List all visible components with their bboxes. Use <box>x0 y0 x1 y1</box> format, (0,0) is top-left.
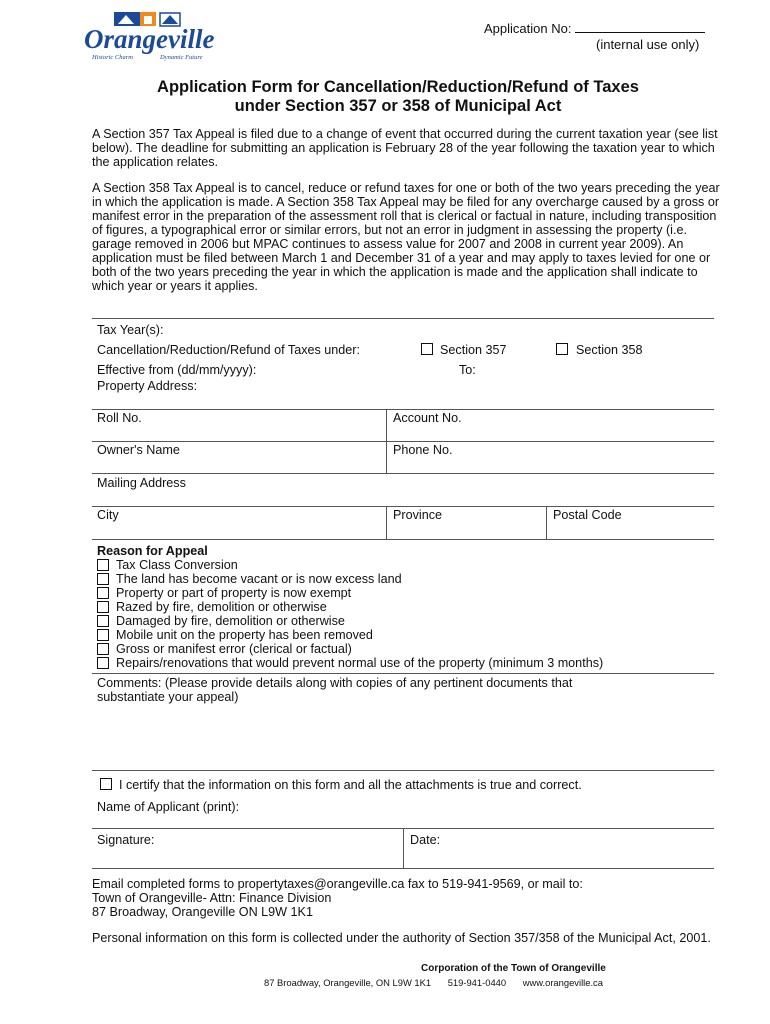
form-divider <box>92 770 714 771</box>
form-divider <box>92 539 714 540</box>
svg-text:Historic Charm: Historic Charm <box>92 54 133 61</box>
comments-label: Comments: (Please provide details along with copies of any pertinent documents that <box>97 676 573 690</box>
province-label: Province <box>393 508 442 522</box>
reason-checkbox[interactable] <box>97 559 109 571</box>
list-item: Gross or manifest error (clerical or factual) <box>97 642 603 656</box>
applicant-name-label: Name of Applicant (print): <box>97 800 240 814</box>
privacy-notice: Personal information on this form is collected under the authority of Section 357/358 of the Municipal Act, 2001. <box>92 931 711 945</box>
tax-years-label: Tax Year(s): <box>97 323 164 337</box>
section-357-checkbox[interactable] <box>421 343 433 355</box>
reason-checkbox[interactable] <box>97 587 109 599</box>
application-no-label: Application No: <box>484 21 572 36</box>
owners-name-label: Owner's Name <box>97 443 180 457</box>
mailing-address-label: Mailing Address <box>97 476 186 490</box>
form-divider <box>386 409 387 473</box>
footer-website[interactable]: www.orangeville.ca <box>522 977 603 988</box>
roll-no-label: Roll No. <box>97 411 142 425</box>
section-357-label: Section 357 <box>440 343 507 357</box>
list-item: Tax Class Conversion <box>97 558 603 572</box>
reason-checkbox[interactable] <box>97 615 109 627</box>
certify-label: I certify that the information on this form and all the attachments is true and correct. <box>119 778 582 792</box>
reason-list <box>97 558 603 670</box>
form-divider <box>403 828 404 868</box>
list-item: Damaged by fire, demolition or otherwise <box>97 614 603 628</box>
account-no-label: Account No. <box>393 411 462 425</box>
reason-heading: Reason for Appeal <box>97 544 208 558</box>
intro-section-358: A Section 358 Tax Appeal is to cancel, reduce or refund taxes for one or both of the two years preceding the year in which the application is made. A Section 358 Tax Appeal may be filed for any overcharge caused by a gross or manifest error in the preparation of the assessment roll that is clerical or factual in nature, including transposition of figures, a typographical error or similar errors, but not an error in judgment in assessing the property (i.e. garage removed in 2006 but MPAC continues to assess value for 2007 and 2008 in current year 2009). An application must be filed between March 1 and December 31 of a year and may apply to taxes levied for one or both of the two years preceding the year in which the application is made and the application shall indicate to which year or years it applies. <box>92 181 720 293</box>
list-item: Razed by fire, demolition or otherwise <box>97 600 603 614</box>
application-no-field[interactable] <box>575 21 705 33</box>
footer-street: 87 Broadway, Orangeville, ON L9W 1K1 <box>264 977 432 988</box>
reason-checkbox[interactable] <box>97 601 109 613</box>
footer-phone: 519-941-0440 <box>447 977 507 988</box>
reason-checkbox[interactable] <box>97 657 109 669</box>
application-no <box>484 21 705 36</box>
section-358-label: Section 358 <box>576 343 643 357</box>
reason-checkbox[interactable] <box>97 629 109 641</box>
phone-no-label: Phone No. <box>393 443 453 457</box>
signature-label: Signature: <box>97 833 155 847</box>
list-item: Mobile unit on the property has been removed <box>97 628 603 642</box>
form-divider <box>92 473 714 474</box>
form-divider <box>92 441 714 442</box>
logo-name: Orangeville <box>84 24 215 54</box>
email-instructions: Email completed forms to propertytaxes@orangeville.ca fax to 519-941-9569, or mail to: <box>92 877 583 891</box>
form-divider <box>92 868 714 869</box>
form-divider <box>92 318 714 319</box>
mail-address-line1: Town of Orangeville- Attn: Finance Division <box>92 891 332 905</box>
page-title: Application Form for Cancellation/Reduction/Refund of Taxes under Section 357 or 358 of Municipal Act <box>157 78 639 115</box>
form-divider <box>92 673 714 674</box>
comments-label-cont: substantiate your appeal) <box>97 690 239 704</box>
property-address-label: Property Address: <box>97 379 198 393</box>
intro-section-357: A Section 357 Tax Appeal is filed due to a change of event that occurred during the current taxation year (see list below). The deadline for submitting an application is February 28 of the year following the taxation year to which the application relates. <box>92 127 718 169</box>
effective-from-label: Effective from (dd/mm/yyyy): <box>97 363 257 377</box>
internal-use-note: (internal use only) <box>596 37 700 52</box>
mail-address-line2: 87 Broadway, Orangeville ON L9W 1K1 <box>92 905 313 919</box>
under-section-label: Cancellation/Reduction/Refund of Taxes under: <box>97 343 361 357</box>
reason-checkbox[interactable] <box>97 643 109 655</box>
form-divider <box>386 506 387 539</box>
form-divider <box>92 506 714 507</box>
date-label: Date: <box>410 833 441 847</box>
city-label: City <box>97 508 119 522</box>
list-item: Property or part of property is now exempt <box>97 586 603 600</box>
list-item: Repairs/renovations that would prevent normal use of the property (minimum 3 months) <box>97 656 603 670</box>
effective-to-label: To: <box>459 363 476 377</box>
footer-org: Corporation of the Town of Orangeville <box>421 963 606 974</box>
footer-address <box>264 977 617 988</box>
logo-graphic-icon <box>84 10 224 62</box>
section-358-checkbox[interactable] <box>556 343 568 355</box>
list-item: The land has become vacant or is now excess land <box>97 572 603 586</box>
reason-checkbox[interactable] <box>97 573 109 585</box>
postal-code-label: Postal Code <box>553 508 622 522</box>
orangeville-logo <box>84 10 224 62</box>
form-divider <box>546 506 547 539</box>
certify-checkbox[interactable] <box>100 778 112 790</box>
svg-text:Dynamic Future: Dynamic Future <box>160 54 203 61</box>
form-divider <box>92 409 714 410</box>
